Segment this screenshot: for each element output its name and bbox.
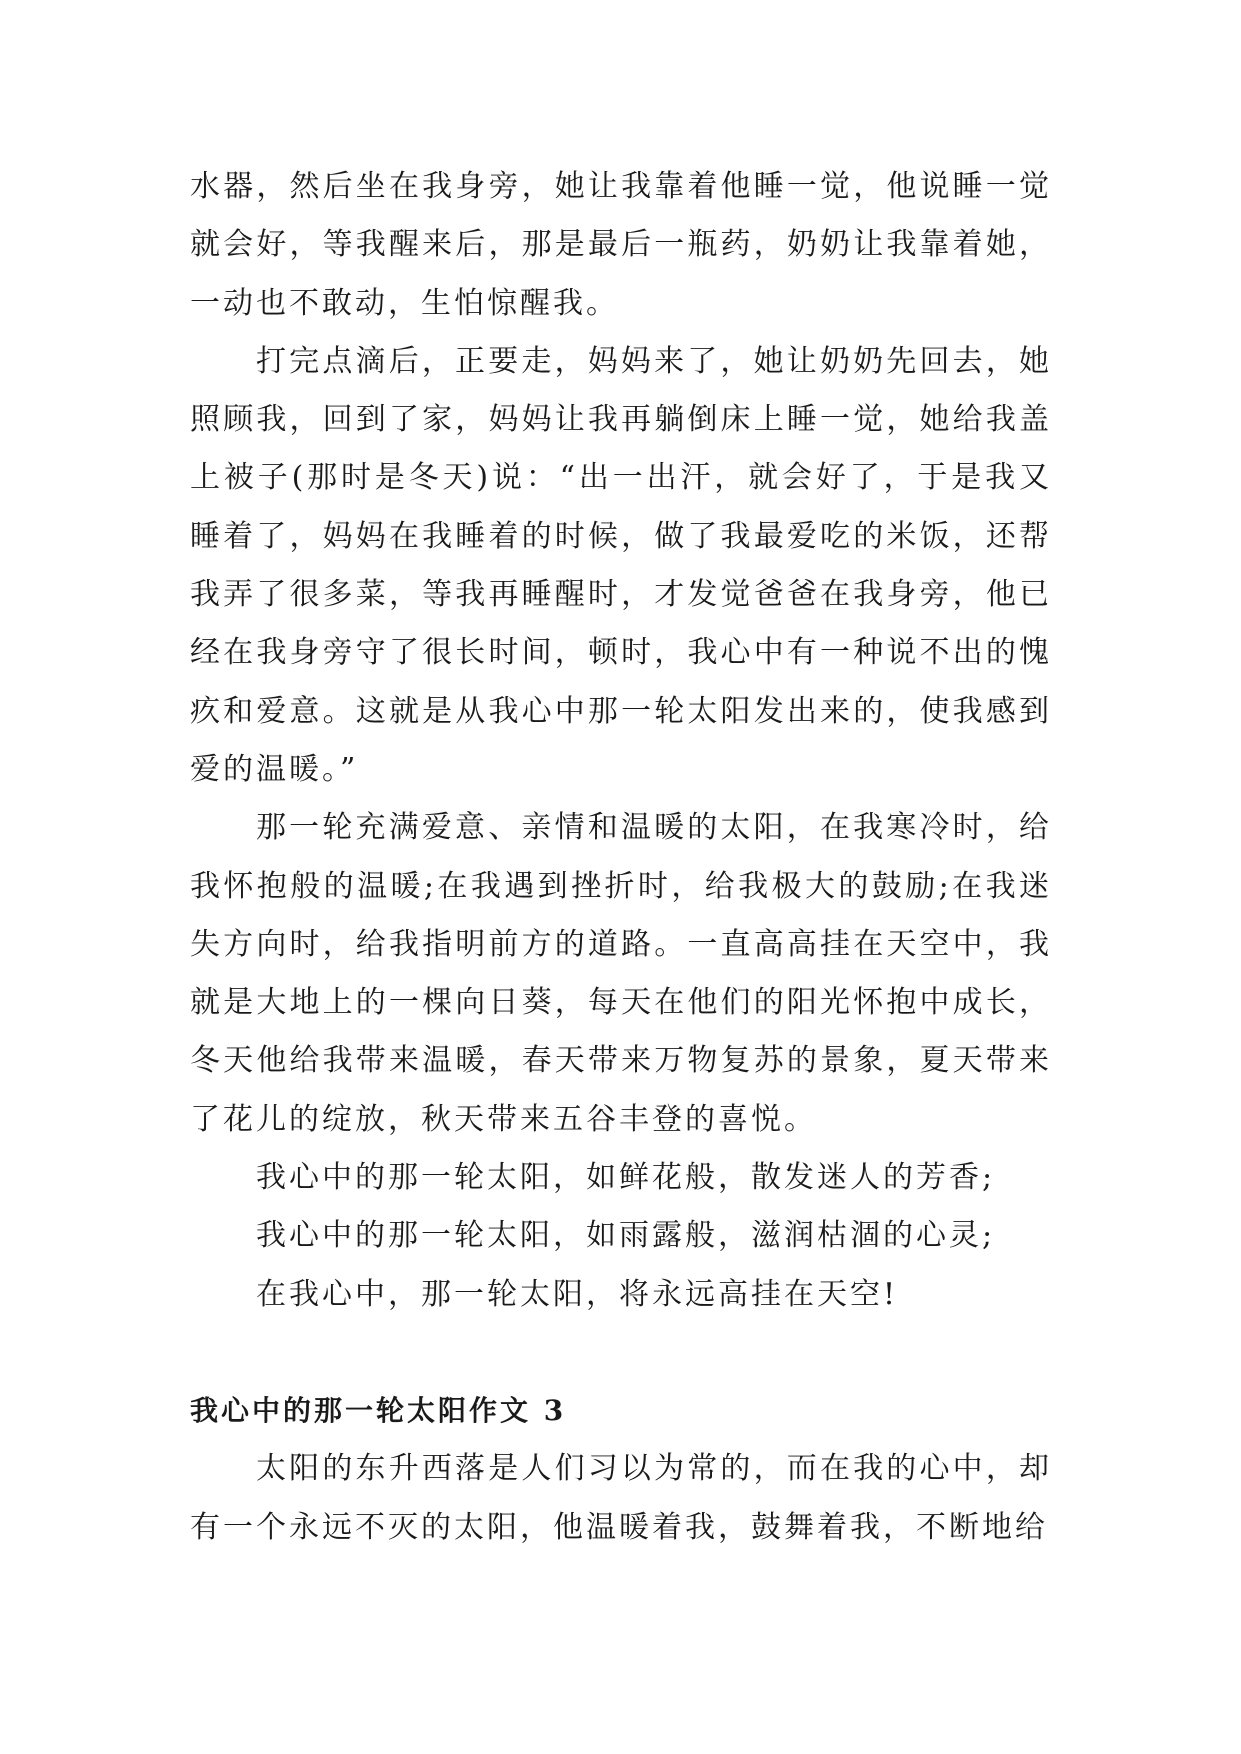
section-heading: 我心中的那一轮太阳作文 3 xyxy=(190,1393,567,1427)
section-spacer xyxy=(190,1324,1052,1382)
document-body xyxy=(190,158,1052,1557)
paragraph-7: 太阳的东升西落是人们习以为常的，而在我的心中，却有一个永远不灭的太阳，他温暖着我，鼓舞着我，不断地给 xyxy=(190,1451,1052,1545)
paragraph-5: 我心中的那一轮太阳，如雨露般，滋润枯涸的心灵; xyxy=(256,1218,996,1254)
paragraph-2: 打完点滴后，正要走，妈妈来了，她让奶奶先回去，她照顾我，回到了家，妈妈让我再躺倒床上睡一觉，她给我盖上被子(那时是冬天)说：“出一出汗，就会好了，于是我又睡着了，妈妈在我睡着的时候，做了我最爱吃的米饭，还帮我弄了很多菜，等我再睡醒时，才发觉爸爸在我身旁，他已经在我身旁守了很长时间，顿时，我心中有一种说不出的愧疚和爱意。这就是从我心中那一轮太阳发出来的，使我感到爱的温暖。” xyxy=(190,343,1052,787)
paragraph-1: 水器，然后坐在我身旁，她让我靠着他睡一觉，他说睡一觉就会好，等我醒来后，那是最后一瓶药，奶奶让我靠着她，一动也不敢动，生怕惊醒我。 xyxy=(190,169,1052,321)
paragraph-4: 我心中的那一轮太阳，如鲜花般，散发迷人的芳香; xyxy=(256,1160,996,1196)
paragraph-3: 那一轮充满爱意、亲情和温暖的太阳，在我寒冷时，给我怀抱般的温暖;在我遇到挫折时，给我极大的鼓励;在我迷失方向时，给我指明前方的道路。一直高高挂在天空中，我就是大地上的一棵向日葵，每天在他们的阳光怀抱中成长，冬天他给我带来温暖，春天带来万物复苏的景象，夏天带来了花儿的绽放，秋天带来五谷丰登的喜悦。 xyxy=(190,810,1052,1137)
paragraph-6: 在我心中，那一轮太阳，将永远高挂在天空! xyxy=(256,1276,899,1312)
